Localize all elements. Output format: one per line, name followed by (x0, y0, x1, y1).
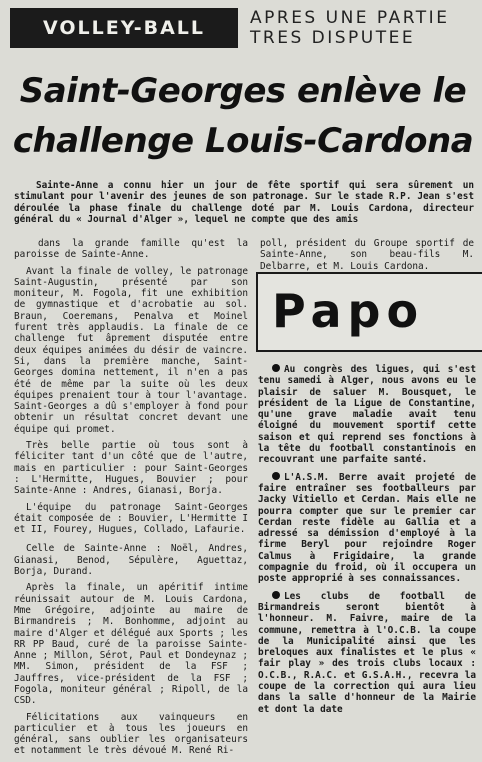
section-rubric: VOLLEY-BALL (10, 8, 238, 48)
left-paragraph: Félicitations aux vainqueurs en particulier et à tous les joueurs en général, sans oublier les organisateurs et notamment le très dévoué M. René Ri- (14, 711, 248, 757)
kicker-line-1: APRES UNE PARTIE (250, 8, 450, 28)
right-paragraph-text: L'A.S.M. Berre avait projeté de faire entraîner ses footballeurs par Jacky Vitiello et Cerdan. Mais elle ne pourra compter que sur le premier car Cerdan reste fidèle au Gallia et a adressé sa démission d'employé à la firme Beryl pour rejoindre Roger Calmus à Frigidaire, la grande compagnie du froid, où il occupera un poste approprié à ses connaissances. (258, 471, 476, 585)
right-paragraph (258, 591, 476, 715)
bullet-icon (272, 591, 280, 599)
right-paragraph-text: Les clubs de football de Birmandreis seront bientôt à l'honneur. M. Faivre, maire de la commune, remettra à l'O.C.B. la coupe de la Municipalité ainsi que les breloques aux finalistes et le plus « fair play » des trois clubs locaux : O.C.B., R.A.C. et G.S.A.H., recevra la coupe de la correction qui aura lieu dans la salle d'honneur de la Mairie et dont la date (258, 590, 476, 715)
headline-line-2: challenge Louis-Cardona (12, 121, 474, 161)
right-top-paragraph: poll, président du Groupe sportif de Sainte-Anne, son beau-fils M. Delbarre, et M. Louis Cardona. (260, 238, 474, 272)
bullet-icon (272, 472, 280, 480)
left-paragraph: L'équipe du patronage Saint-Georges était composée de : Bouvier, L'Hermitte I et II, Fourey, Hugues, Collado, Lafaurie. (14, 501, 248, 536)
left-column (14, 238, 248, 762)
lede-paragraph (14, 180, 474, 225)
headline-line-1: Saint-Georges enlève le (19, 71, 467, 111)
kicker-line-2: TRES DISPUTEE (250, 28, 416, 48)
lede-text: Sainte-Anne a connu hier un jour de fête sportif qui sera sûrement un stimulant pour l'avenir des jeunes de son patronage. Sur le stade R.P. Jean s'est déroulée la phase finale du challenge doté par M. Louis Cardona, directeur général du « Journal d'Alger », lequel ne compte que des amis (14, 180, 474, 225)
bullet-icon (272, 364, 280, 372)
left-paragraph: Celle de Sainte-Anne : Noël, Andres, Gianasi, Benod, Sépulère, Aguettaz, Borja, Durand. (14, 543, 248, 578)
right-paragraph (258, 472, 476, 585)
right-column-top (260, 238, 474, 272)
right-column (258, 364, 476, 721)
headline (8, 66, 478, 166)
kicker (250, 8, 478, 48)
right-paragraph-text: Au congrès des ligues, qui s'est tenu samedi à Alger, nous avons eu le plaisir de saluer M. Bousquet, le président de la Ligue de Constantine, qu'une grave maladie avait tenu éloigné du mouvement sportif cette saison et qui reprend ses fonctions à la tête du football constantinois en recouvrant une parfaite santé. (258, 364, 476, 466)
right-paragraph (258, 364, 476, 466)
left-paragraph: dans la grande famille qu'est la paroisse de Sainte-Anne. (14, 238, 248, 261)
left-paragraph: Après la finale, un apéritif intime réunissait autour de M. Louis Cardona, Mme Grégoire, adjointe au maire de Birmandreis ; M. Bonhomme, adjoint au maire d'Alger et délégué aux Sports ; les RR PP Baud, curé de la paroisse Sainte-Anne ; Millon, Sérot, Paul et Dondeynaz ; MM. Simon, président de la FSF ; Jauffres, vice-président de la FSF ; Fogola, moniteur général ; Ripoll, de la CSD. (14, 582, 248, 707)
left-paragraph: Avant la finale de volley, le patronage Saint-Augustin, présenté par son moniteur, M. Fogola, fit une exhibition de gymnastique et d'acrobatie au sol. Braun, Coeremans, Penalva et Moinel furent très applaudis. La finale de ce challenge fut âprement disputée entre deux équipes animées du désir de vaincre. Si, dans la première manche, Saint-Georges domina nettement, il n'en a pas été de même par la suite où les deux équipes prenaient tour à tour l'avantage. Saint-Georges a dû s'employer à fond pour obtenir un résultat concret devant une équipe qui promet. (14, 265, 248, 435)
left-paragraph: Très belle partie où tous sont à féliciter tant d'un côté que de l'autre, mais en particulier : pour Saint-Georges : L'Hermitte, Hugues, Bouvier ; pour Sainte-Anne : Andres, Gianasi, Borja. (14, 440, 248, 497)
papo-title: Papo (272, 284, 425, 338)
papo-box (256, 272, 482, 352)
